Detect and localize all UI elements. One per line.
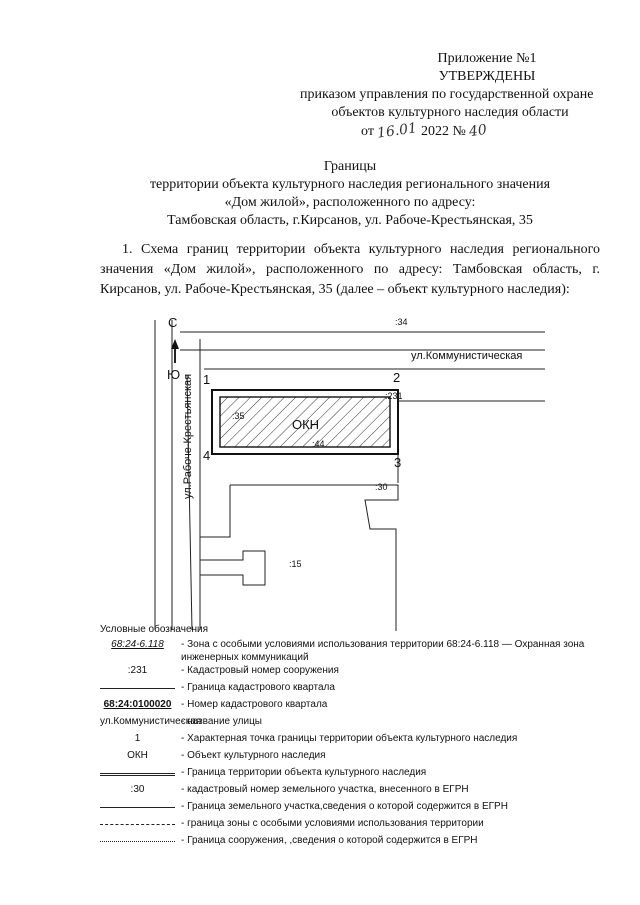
- legend-row-land-parcel-boundary: [100, 800, 600, 817]
- cadastral-label-15: :15: [289, 559, 302, 569]
- appendix-title: Приложение №1: [437, 51, 537, 66]
- solid-boundary-icon: [100, 807, 175, 808]
- zone-number-symbol: 68:24-6.118: [111, 639, 164, 650]
- okn-description: - Объект культурного наследия: [181, 750, 326, 761]
- scheme-paragraph: 1. Схема границ территории объекта культурного наследия регионального значения «Дом жилой», расположенного по адресу: Тамбовская область, г. Кирсанов, ул. Рабоче-Крестьянская, 35 (далее – объект культурного наследия):: [100, 242, 600, 297]
- legend-row-zone: [100, 638, 600, 664]
- okn-territory-boundary-description: - Граница территории объекта культурного наследия: [181, 767, 427, 778]
- title-line-2: территории объекта культурного наследия регионального значения: [149, 177, 551, 192]
- dotted-line-icon: [100, 841, 175, 842]
- approved-title: УТВЕРЖДЕНЫ: [438, 69, 536, 84]
- point-label-2: 2: [393, 370, 401, 385]
- number-handwritten: 40: [468, 121, 489, 141]
- legend-row-cadastral-quarter-boundary: [100, 681, 600, 698]
- point-label-1: 1: [203, 372, 211, 387]
- cadastral-label-35: :35: [232, 411, 245, 421]
- quarter-number-symbol: 68:24:0100020: [103, 699, 172, 710]
- legend-row-land-parcel-number: [100, 783, 600, 800]
- structure-cadastral-description: - Кадастровый номер сооружения: [181, 665, 339, 676]
- title-line-3: «Дом жилой», расположенного по адресу:: [224, 195, 476, 210]
- zone-description: - Зона с особыми условиями использования территории 68:24-6.118 — Охранная зона инженерных коммуникаций: [181, 639, 585, 663]
- structure-outline: [200, 551, 265, 585]
- double-line-icon: [100, 773, 175, 776]
- legend-row-okn: [100, 749, 600, 766]
- boundary-point-symbol: 1: [134, 733, 141, 744]
- quarter-number-description: - Номер кадастрового квартала: [181, 699, 328, 710]
- date-prefix: от: [361, 124, 374, 139]
- parcel-outline-15: [200, 485, 230, 615]
- legend-row-street-name: [100, 715, 600, 732]
- title-line-1: Границы: [323, 159, 377, 174]
- cadastral-label-34: :34: [395, 317, 408, 327]
- cadastral-label-30: :30: [375, 482, 388, 492]
- quarter-boundary-symbol: [100, 681, 175, 695]
- date-line: [361, 120, 489, 142]
- legend-row-boundary-point: [100, 732, 600, 749]
- parcel-outline-30: [230, 485, 398, 631]
- legend: [100, 623, 600, 851]
- cadastral-label-44: :44: [312, 439, 325, 449]
- number-prefix: №: [452, 124, 466, 139]
- legend-row-special-zone-boundary: [100, 817, 600, 834]
- point-label-4: 4: [203, 448, 211, 463]
- structure-boundary-symbol: [100, 834, 175, 848]
- boundary-map: [140, 315, 560, 633]
- cadastral-label-231: :231: [385, 391, 403, 401]
- legend-title: Условные обозначения: [100, 624, 209, 635]
- okn-symbol: ОКН: [127, 750, 148, 761]
- structure-cadastral-symbol: :231: [127, 665, 148, 676]
- street-name-description: - название улицы: [181, 716, 262, 727]
- special-zone-boundary-symbol: [100, 817, 175, 831]
- document-title: [100, 158, 600, 230]
- okn-territory-boundary-symbol: [100, 766, 175, 780]
- north-label: С: [168, 315, 178, 330]
- dashed-line-icon: [100, 824, 175, 825]
- land-parcel-number-symbol: :30: [130, 784, 145, 795]
- land-parcel-boundary-description: - Граница земельного участка,сведения о которой содержится в ЕГРН: [181, 801, 508, 812]
- boundary-map-svg: [140, 315, 560, 633]
- date-handwritten: 16.01: [376, 120, 419, 142]
- legend-row-structure-cadastral: [100, 664, 600, 681]
- land-parcel-number-description: - кадастровый номер земельного участка, внесенного в ЕГРН: [181, 784, 469, 795]
- structure-boundary-description: - Граница сооружения, ,сведения о которой содержится в ЕГРН: [181, 835, 478, 846]
- legend-row-structure-boundary: [100, 834, 600, 851]
- okn-label: ОКН: [292, 417, 320, 432]
- date-year: 2022: [421, 124, 450, 139]
- appendix-header: [300, 50, 594, 122]
- point-label-3: 3: [394, 455, 402, 470]
- street-raboche-krestyanskaya-label: ул.Рабоче-Крестьянская: [182, 373, 194, 499]
- street-name-symbol: ул.Коммунистическая: [100, 716, 202, 727]
- special-zone-boundary-description: - граница зоны с особыми условиями использования территории: [181, 818, 484, 829]
- land-parcel-boundary-symbol: [100, 800, 175, 814]
- south-label: Ю: [167, 367, 181, 382]
- order-line-2: объектов культурного наследия области: [331, 105, 569, 120]
- order-line-1: приказом управления по государственной охране: [300, 87, 594, 102]
- boundary-point-description: - Характерная точка границы территории объекта культурного наследия: [181, 733, 518, 744]
- title-line-4: Тамбовская область, г.Кирсанов, ул. Рабоче-Крестьянская, 35: [167, 213, 533, 228]
- quarter-boundary-description: - Граница кадастрового квартала: [181, 682, 335, 693]
- legend-row-quarter-number: [100, 698, 600, 715]
- solid-line-icon: [100, 688, 175, 689]
- street-kommunisticheskaya-label: ул.Коммунистическая: [411, 350, 523, 362]
- legend-row-okn-territory-boundary: [100, 766, 600, 783]
